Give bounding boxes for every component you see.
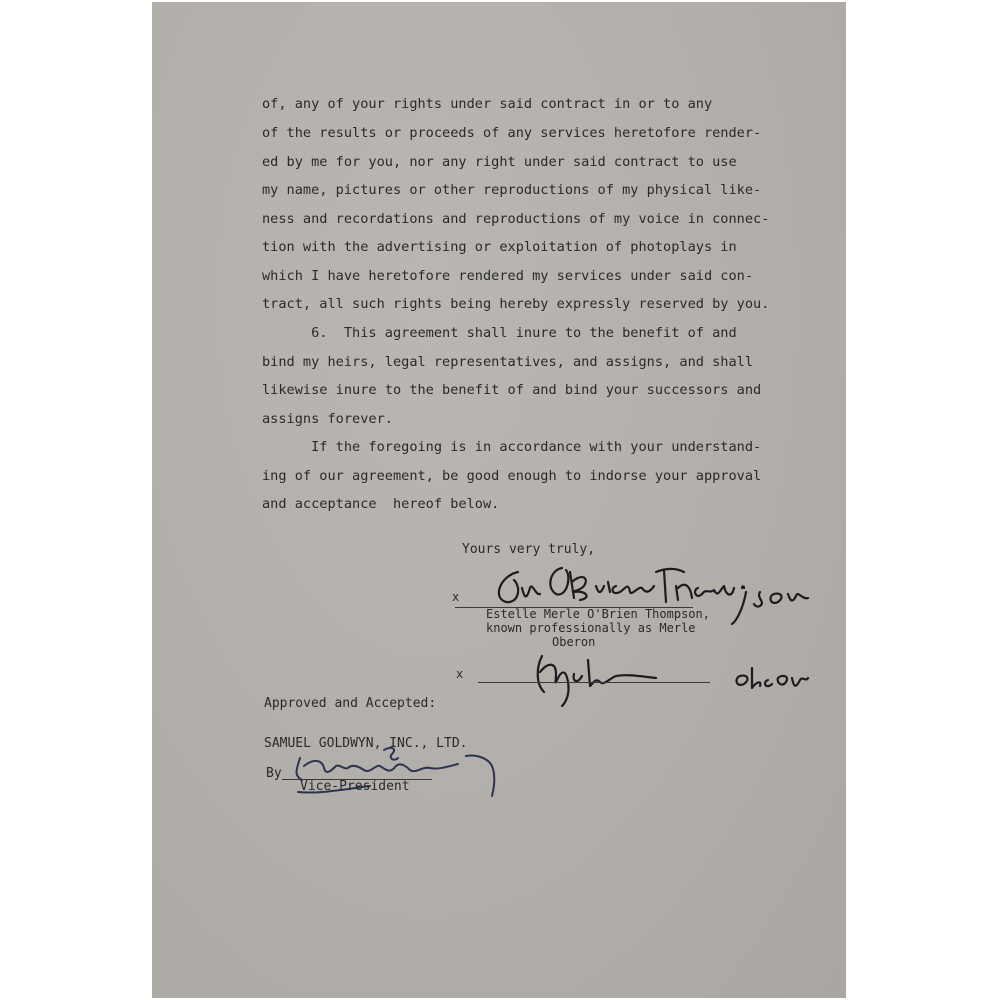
letter-line: If the foregoing is in accordance with your understand-: [262, 439, 762, 455]
letter-line: tion with the advertising or exploitation of photoplays in: [262, 239, 737, 255]
signature-mark: x: [452, 590, 460, 604]
letter-line: of, any of your rights under said contract in or to any: [262, 96, 713, 112]
signature-mark: x: [456, 667, 464, 681]
letter-line: 6. This agreement shall inure to the benefit of and: [262, 325, 737, 341]
letter-line: ed by me for you, nor any right under said contract to use: [262, 154, 737, 170]
signer-name-line: Oberon: [552, 635, 596, 649]
letter-line: of the results or proceeds of any services heretofore render-: [262, 125, 762, 141]
letter-line: ness and recordations and reproductions of my voice in connec-: [262, 211, 770, 227]
approved-heading: Approved and Accepted:: [264, 696, 437, 711]
letter-line: ing of our agreement, be good enough to indorse your approval: [262, 468, 762, 484]
signature-merle-oberon: [470, 648, 810, 708]
by-label: By: [266, 766, 282, 781]
officer-title: Vice-President: [300, 779, 410, 794]
letter-line: my name, pictures or other reproductions of my physical like-: [262, 182, 762, 198]
letter-line: which I have heretofore rendered my services under said con-: [262, 268, 754, 284]
signer-name-line: known professionally as Merle: [486, 621, 696, 635]
letter-line: and acceptance hereof below.: [262, 496, 500, 512]
signature-line: [478, 682, 710, 683]
letter-line: bind my heirs, legal representatives, and assigns, and shall: [262, 354, 754, 370]
letter-line: likewise inure to the benefit of and bind your successors and: [262, 382, 762, 398]
letter-line: tract, all such rights being hereby expressly reserved by you.: [262, 296, 770, 312]
letter-line: assigns forever.: [262, 411, 393, 427]
company-name: SAMUEL GOLDWYN, INC., LTD.: [264, 736, 468, 751]
closing: Yours very truly,: [462, 542, 596, 557]
signature-vice-president: [280, 736, 520, 816]
signer-name-line: Estelle Merle O'Brien Thompson,: [486, 607, 710, 621]
